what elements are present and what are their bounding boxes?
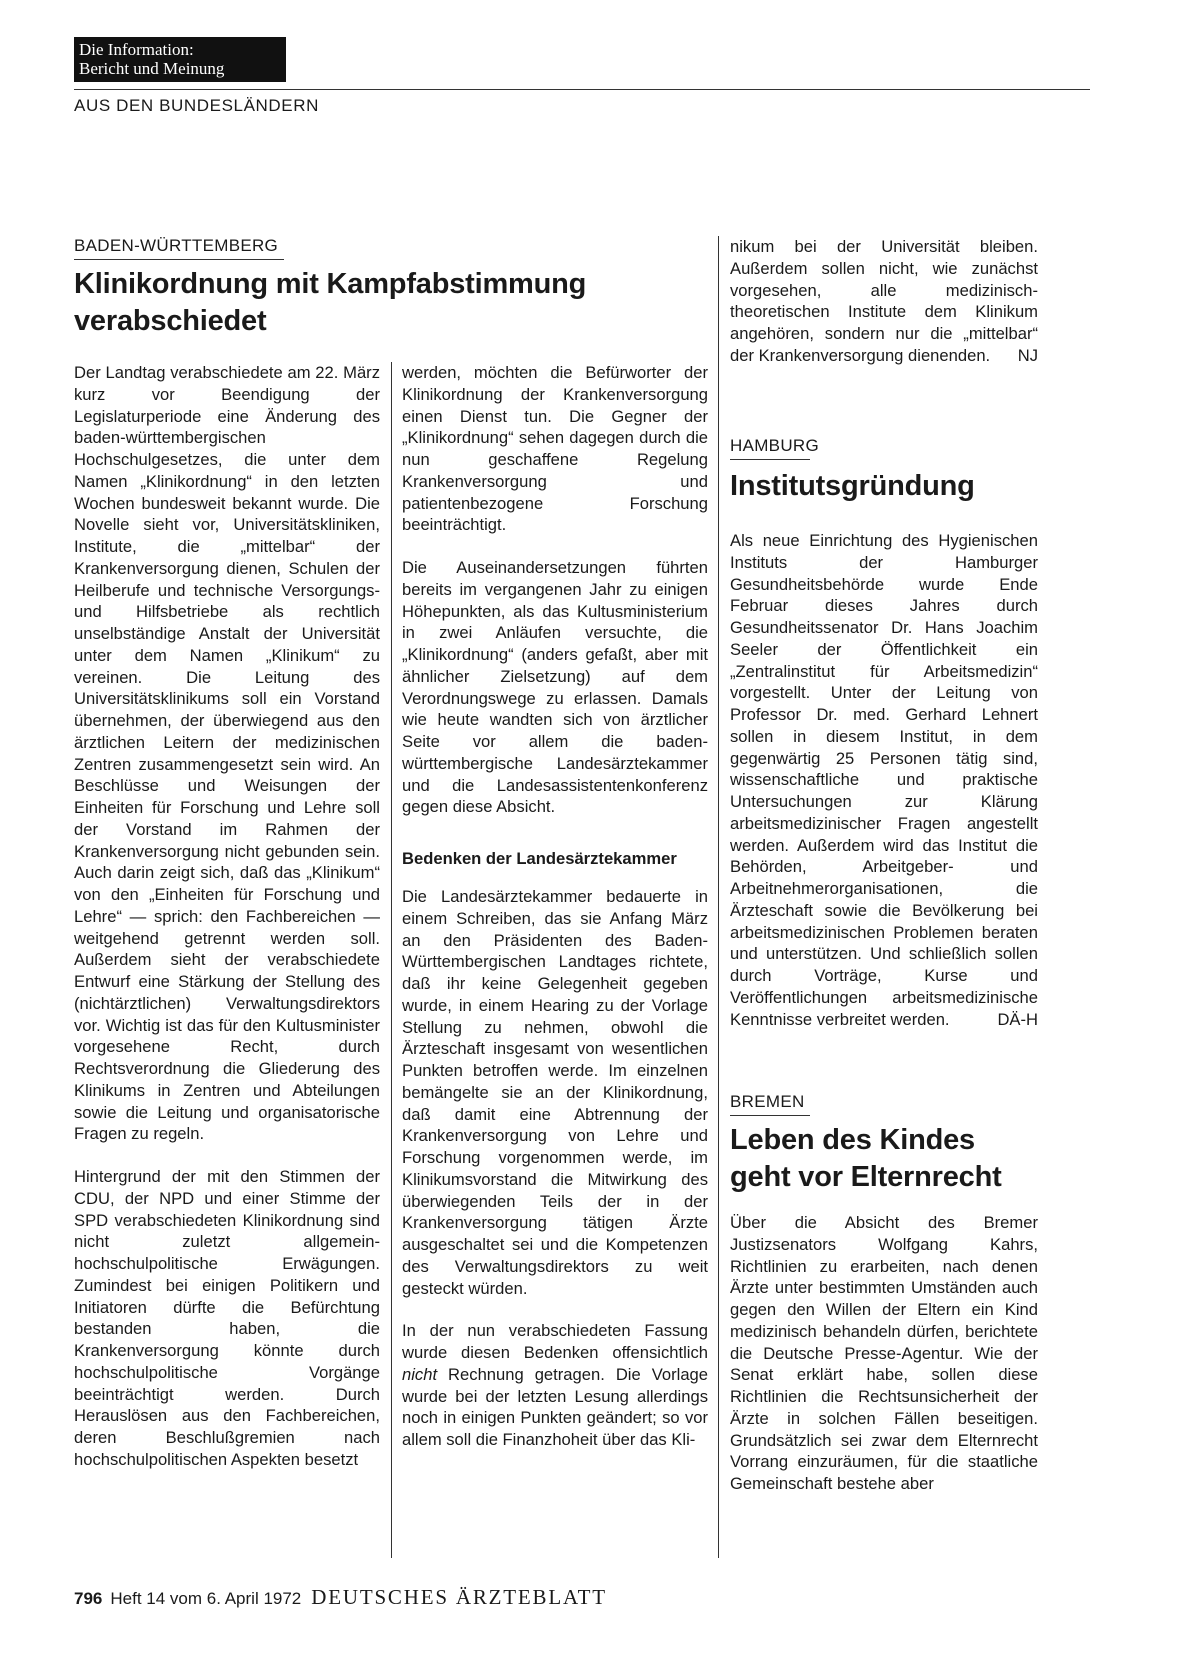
page-footer [74,1586,607,1610]
kicker-underline [730,1115,810,1116]
kicker-hamburg: HAMBURG [730,436,819,455]
section-title: AUS DEN BUNDESLÄNDERN [74,96,319,115]
kicker-underline [74,259,284,260]
article2-paragraph [730,530,1038,1030]
article3-column [730,1212,1038,1495]
headline-line-2: geht vor Elternrecht [730,1161,1002,1193]
article1-paragraph-7 [730,236,1038,367]
issue-info: Heft 14 vom 6. April 1972 [110,1589,302,1608]
article2-body: Als neue Einrichtung des Hygienischen Instituts der Hamburger Gesundheitsbehörde wurde Ende Februar dieses Jahres durch Gesundheitssenator Dr. Hans Joachim Seeler der Öffentlichkeit ein „Zentralinstitut für Arbeitsmedizin“ vorgestellt. Unter der Leitung von Professor Dr. med. Gerhard Lehnert sollen in diesem Institut, in dem gegenwärtig 25 Personen tätig sind, wissenschaftliche und praktische Untersuchungen zur Klärung arbeitsmedizinischer Fragen angestellt werden. Außerdem wird das Institut die Behörden, Arbeitgeber- und Arbeitnehmerorganisationen, die Ärzteschaft sowie die Bevölkerung bei arbeitsmedizinischen Problemen beraten und unterstützen. Und schließlich sollen durch Vorträge, Kurse und Veröffentlichungen arbeitsmedizinische Kenntnisse verbreitet werden. [730,531,1038,1029]
kicker-bremen: BREMEN [730,1092,805,1111]
page-number: 796 [74,1589,103,1608]
article1-paragraph-6-part-2: Rechnung getragen. Die Vorlage wurde bei der letzten Lesung allerdings noch in einigen Punkten geändert; so vor allem soll die Finanzhoheit über das Kli- [402,1364,708,1449]
rubric-line-2: Bericht und Meinung [79,59,225,78]
article1-column-3 [730,236,1038,367]
magazine-name: DEUTSCHES ÄRZTEBLATT [311,1585,607,1609]
headline-line-1: Klinikordnung mit Kampfabstimmung [74,268,587,300]
article1-paragraph-2: Hintergrund der mit den Stimmen der CDU, der NPD und einer Stimme der SPD verabschiedeten Klinikordnung sind nicht zuletzt allgemein-hochschulpolitische Erwägungen. Zumindest bei einigen Politikern und Initiatoren dürfte die Befürchtung bestanden haben, die Krankenversorgung könnte durch hochschulpolitische Vorgänge beeinträchtigt werden. Durch Herauslösen aus den Fachbereichen, deren Beschlußgremien nach hochschulpolitischen Aspekten besetzt [74,1167,380,1469]
column-divider-2 [718,236,719,1558]
article1-paragraph-1: Der Landtag verabschiedete am 22. März kurz vor Beendigung der Legislaturperiode eine Änderung des baden-württembergischen Hochschulgesetzes, die unter dem Namen „Klinikordnung“ in den letzten Wochen bundesweit bekannt wurde. Die Novelle sieht vor, Universitätskliniken, Institute, die „mittelbar“ der Krankenversorgung dienen, Schulen der Heilberufe und technische Versorgungs- und Hilfsbetriebe als rechtlich unselbständige Anstalt der Universität unter dem Namen „Klinikum“ zu vereinen. Die Leitung des Universitätsklinikums soll ein Vorstand übernehmen, der überwiegend aus den ärztlichen Leitern der medizinischen Zentren zusammengesetzt sein wird. An Beschlüsse und Weisungen der Einheiten für Forschung und Lehre soll der Vorstand im Rahmen der Krankenversorgung nicht gebunden sein. Auch darin zeigt sich, daß das „Klinikum“ von den „Einheiten für Forschung und Lehre“ — sprich: den Fachbereichen — weitgehend getrennt werden soll. Außerdem sieht der verabschiedete Entwurf eine Stärkung der Stellung des (nichtärztlichen) Verwaltungsdirektors vor. Wichtig ist das für den Kultusminister vorgesehene Recht, durch Rechtsverordnung die Gliederung des Klinikums in Zentren und Abteilungen sowie die Leitung und organisatorische Fragen zu regeln. [74,363,380,1144]
author-initials-nj: NJ [1017,345,1038,365]
article1-subheading: Bedenken der Landesärztekammer [402,849,677,868]
rubric-badge [74,37,286,82]
article1-paragraph-5: Die Landesärztekammer bedauerte in einem Schreiben, das sie Anfang März an den Präsidenten des Baden-Württembergischen Landtages richtete, daß ihr keine Gelegenheit gegeben wurde, in einem Hearing zu der Vorlage Stellung zu nehmen, obwohl die Ärzteschaft insgesamt von wesentlichen Punkten betroffen werde. Im einzelnen bemängelte sie an der Klinikordnung, daß damit eine Abtrennung der Krankenversorgung von Lehre und Forschung vorgenommen werde, im Klinikumsvorstand die Mitwirkung des überwiegenden Teils der in der Krankenversorgung tätigen Ärzte ausgeschaltet sei und die Kompetenzen des Verwaltungsdirektors zu weit gesteckt würden. [402,887,708,1298]
headline-line-2: verabschiedet [74,305,267,337]
article1-paragraph-6 [402,1320,708,1451]
headline-line-1: Leben des Kindes [730,1124,975,1156]
kicker-underline [730,459,810,460]
header-rule [74,89,1090,90]
headline-institutsgruendung: Institutsgründung [730,470,975,502]
author-initials-dae-h: DÄ-H [997,1009,1038,1029]
column-divider-1 [391,362,392,1558]
article1-paragraph-4: Die Auseinandersetzungen führten bereits im vergangenen Jahr zu einigen Höhepunkten, als das Kultusministerium in zwei Anläufen versuchte, die „Klinikordnung“ (anders gefaßt, aber mit ähnlicher Zielsetzung) auf dem Verordnungswege zu erlassen. Damals wie heute wandten sich von ärztlicher Seite vor allem die baden-württembergische Landesärztekammer und die Landesassistentenkonferenz gegen diese Absicht. [402,558,708,817]
article1-continuation: nikum bei der Universität bleiben. Außerdem sollen nicht, wie zunächst vorgesehen, alle medizinisch-theoretischen Institute dem Klinikum angehören, sondern nur die „mittelbar“ der Krankenversorgung dienenden. [730,237,1038,365]
article3-paragraph: Über die Absicht des Bremer Justizsenators Wolfgang Kahrs, Richtlinien zu erarbeiten, nach denen Ärzte unter bestimmten Umständen auch gegen den Willen der Eltern ein Kind medizinisch behandeln dürfen, berichtete die Deutsche Presse-Agentur. Wie der Senat erklärt habe, sollen diese Richtlinien die Rechtsunsicherheit der Ärzte in solchen Fällen beseitigen. Grundsätzlich sei zwar dem Elternrecht Vorrang einzuräumen, für die staatliche Gemeinschaft bestehe aber [730,1213,1038,1493]
article2-column [730,530,1038,1030]
headline-klinikordnung [74,266,694,340]
kicker-baden-wuerttemberg: BADEN-WÜRTTEMBERG [74,236,279,255]
article1-paragraph-6-part-1: In der nun verabschiedeten Fassung wurde diesen Bedenken offensichtlich [402,1321,708,1362]
rubric-line-1: Die Information: [79,40,194,59]
article1-column-1 [74,362,380,1471]
article1-column-2 [402,362,708,1451]
headline-leben-des-kindes [730,1122,1038,1196]
article1-emphasis: nicht [402,1364,438,1384]
article1-paragraph-3: werden, möchten die Befürworter der Klinikordnung der Krankenversorgung einen Dienst tun. Die Gegner der „Klinikordnung“ sehen dagegen durch die nun geschaffene Regelung Krankenversorgung und patientenbezogene Forschung beeinträchtigt. [402,363,708,535]
